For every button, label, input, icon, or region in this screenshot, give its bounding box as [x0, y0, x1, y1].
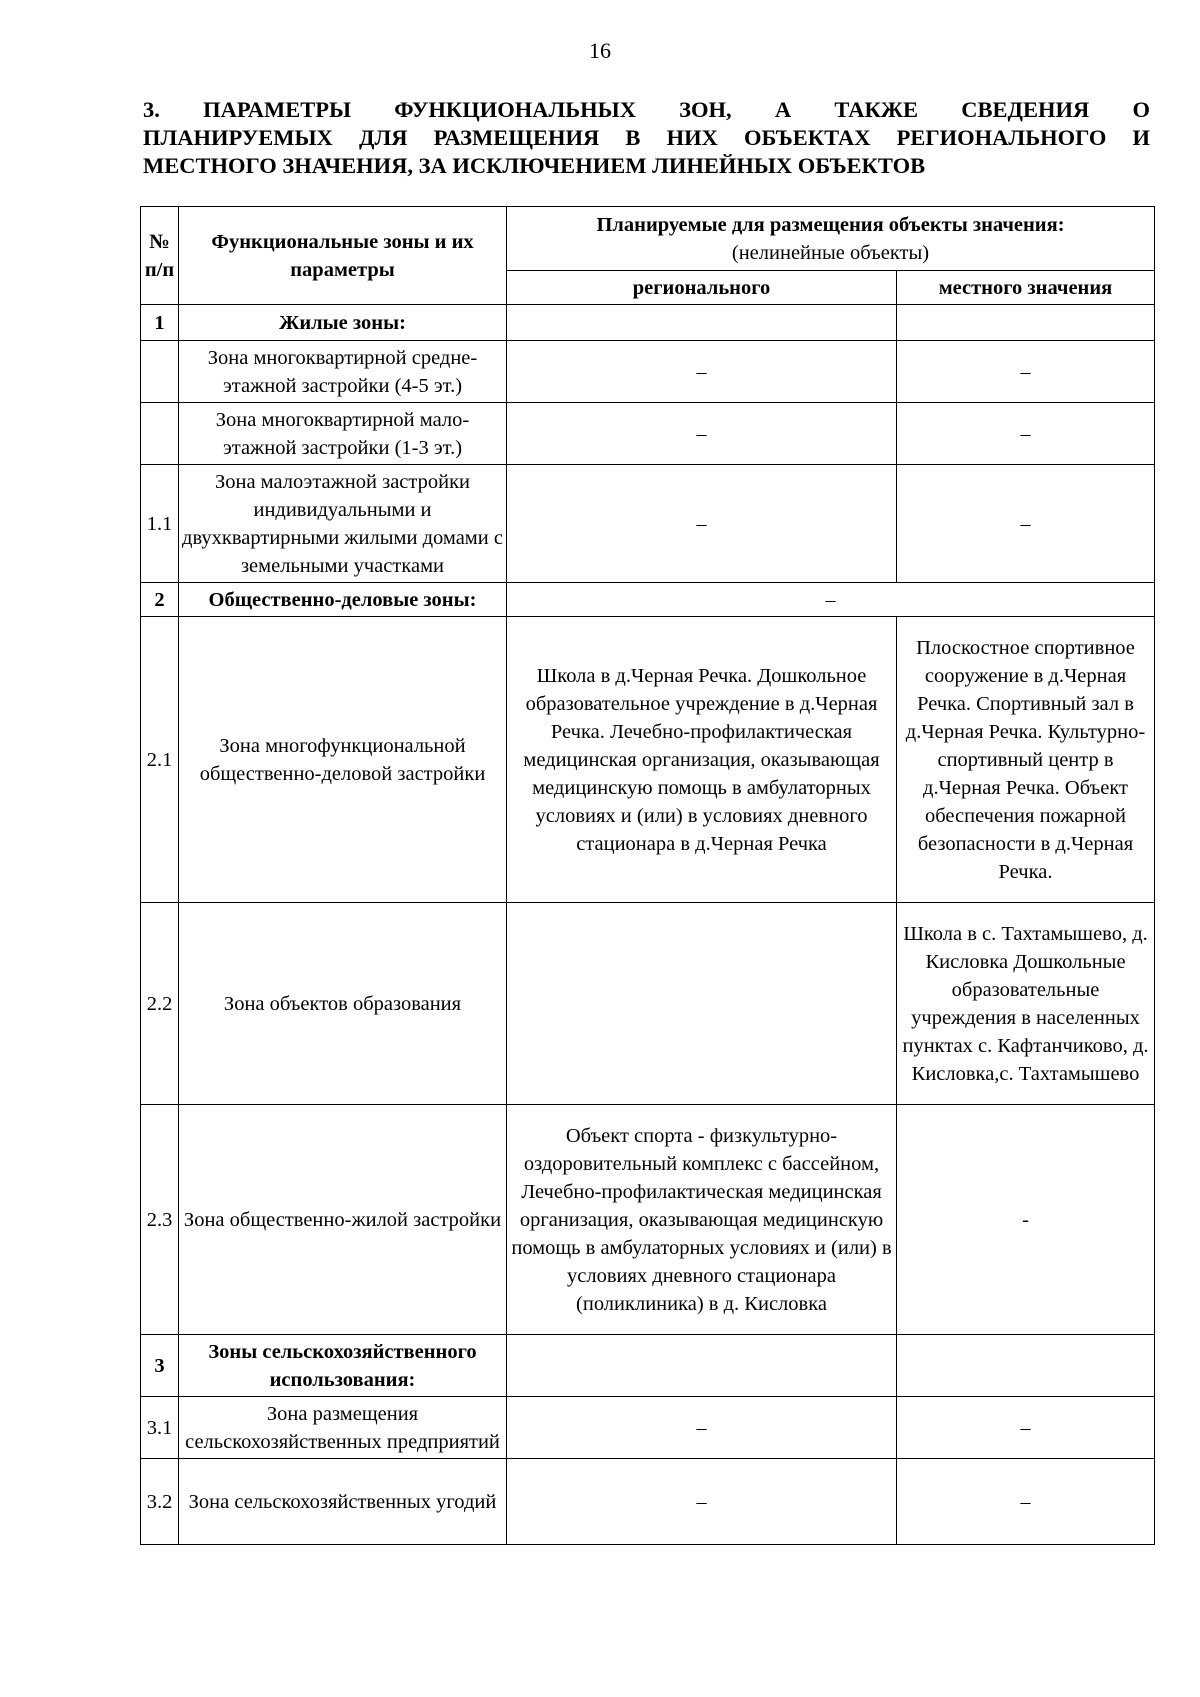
- row-zone: Зона многоквартирной мало-этажной застройки (1-3 эт.): [179, 403, 507, 465]
- section-title-line: 3. ПАРАМЕТРЫ ФУНКЦИОНАЛЬНЫХ ЗОН, А ТАКЖЕ СВЕДЕНИЯ О: [143, 97, 1150, 122]
- row-local: –: [897, 341, 1155, 403]
- row-num: 3.1: [141, 1397, 179, 1459]
- row-regional: –: [507, 1397, 897, 1459]
- row-regional: –: [507, 403, 897, 465]
- row-zone: Зона размещения сельскохозяйственных предприятий: [179, 1397, 507, 1459]
- header-planned-subtitle: (нелинейные объекты): [731, 241, 930, 264]
- row-regional: [507, 1335, 897, 1397]
- section-title-line: МЕСТНОГО ЗНАЧЕНИЯ, ЗА ИСКЛЮЧЕНИЕМ ЛИНЕЙНЫХ ОБЪЕКТОВ: [143, 153, 926, 178]
- row-regional: [507, 305, 897, 341]
- zones-table: [140, 206, 1155, 1545]
- row-zone: Жилые зоны:: [179, 305, 507, 341]
- row-local: Школа в с. Тахтамышево, д. Кисловка Дошкольные образовательные учреждения в населенных пунктах с. Кафтанчиково, д. Кисловка,с. Тахтамышево: [897, 903, 1155, 1105]
- page-number: 16: [589, 38, 611, 63]
- row-zone: Зона многофункциональной общественно-деловой застройки: [179, 617, 507, 903]
- table-row: [141, 1397, 1155, 1459]
- row-zone: Зона малоэтажной застройки индивидуальными и двухквартирными жилыми домами с земельными участками: [179, 465, 507, 583]
- row-num: [141, 403, 179, 465]
- table-row: [141, 1459, 1155, 1545]
- table-row: [141, 305, 1155, 341]
- header-planned-title: Планируемые для размещения объекты значения:: [596, 213, 1065, 236]
- row-num: 2.2: [141, 903, 179, 1105]
- section-title: [143, 96, 1150, 180]
- header-zone: Функциональные зоны и их параметры: [179, 207, 507, 305]
- row-zone: Зона общественно-жилой застройки: [179, 1105, 507, 1335]
- table-row: [141, 903, 1155, 1105]
- table-row: [141, 583, 1155, 617]
- row-num: [141, 341, 179, 403]
- table-header-row: [141, 207, 1155, 271]
- header-num: № п/п: [141, 207, 179, 305]
- row-local: –: [897, 1397, 1155, 1459]
- section-title-line: ПЛАНИРУЕМЫХ ДЛЯ РАЗМЕЩЕНИЯ В НИХ ОБЪЕКТАХ РЕГИОНАЛЬНОГО И: [143, 125, 1150, 150]
- row-zone: Зона сельскохозяйственных угодий: [179, 1459, 507, 1545]
- table-row: [141, 403, 1155, 465]
- row-zone: Зона многоквартирной средне-этажной застройки (4-5 эт.): [179, 341, 507, 403]
- row-zone: Зоны сельскохозяйственного использования:: [179, 1335, 507, 1397]
- table-row: [141, 465, 1155, 583]
- row-local: Плоскостное спортивное сооружение в д.Черная Речка. Спортивный зал в д.Черная Речка. Культурно-спортивный центр в д.Черная Речка. Объект обеспечения пожарной безопасности в д.Черная Речка.: [897, 617, 1155, 903]
- row-local: –: [897, 465, 1155, 583]
- row-regional: –: [507, 341, 897, 403]
- row-num: 2.3: [141, 1105, 179, 1335]
- row-num: 2.1: [141, 617, 179, 903]
- row-regional: Школа в д.Черная Речка. Дошкольное образовательное учреждение в д.Черная Речка. Лечебно-профилактическая медицинская организация, оказывающая медицинскую помощь в амбулаторных условиях и (или) в условиях дневного стационара в д.Черная Речка: [507, 617, 897, 903]
- row-regional: [507, 903, 897, 1105]
- table-row: [141, 341, 1155, 403]
- row-regional: Объект спорта - физкультурно-оздоровительный комплекс с бассейном, Лечебно-профилактическая медицинская организация, оказывающая медицинскую помощь в амбулаторных условиях и (или) в условиях дневного стационара (поликлиника) в д. Кисловка: [507, 1105, 897, 1335]
- row-regional: –: [507, 465, 897, 583]
- table-row: [141, 1105, 1155, 1335]
- table-row: [141, 617, 1155, 903]
- row-local: -: [897, 1105, 1155, 1335]
- row-num: 1: [141, 305, 179, 341]
- row-num: 3.2: [141, 1459, 179, 1545]
- row-regional: –: [507, 1459, 897, 1545]
- row-num: 3: [141, 1335, 179, 1397]
- header-local: местного значения: [897, 271, 1155, 305]
- row-local: –: [897, 1459, 1155, 1545]
- header-planned: [507, 207, 1155, 271]
- table-row: [141, 1335, 1155, 1397]
- row-local: –: [897, 403, 1155, 465]
- row-num: 2: [141, 583, 179, 617]
- row-regional: –: [507, 583, 1155, 617]
- row-num: 1.1: [141, 465, 179, 583]
- row-zone: Зона объектов образования: [179, 903, 507, 1105]
- header-regional: регионального: [507, 271, 897, 305]
- row-local: [897, 305, 1155, 341]
- row-local: [897, 1335, 1155, 1397]
- row-zone: Общественно-деловые зоны:: [179, 583, 507, 617]
